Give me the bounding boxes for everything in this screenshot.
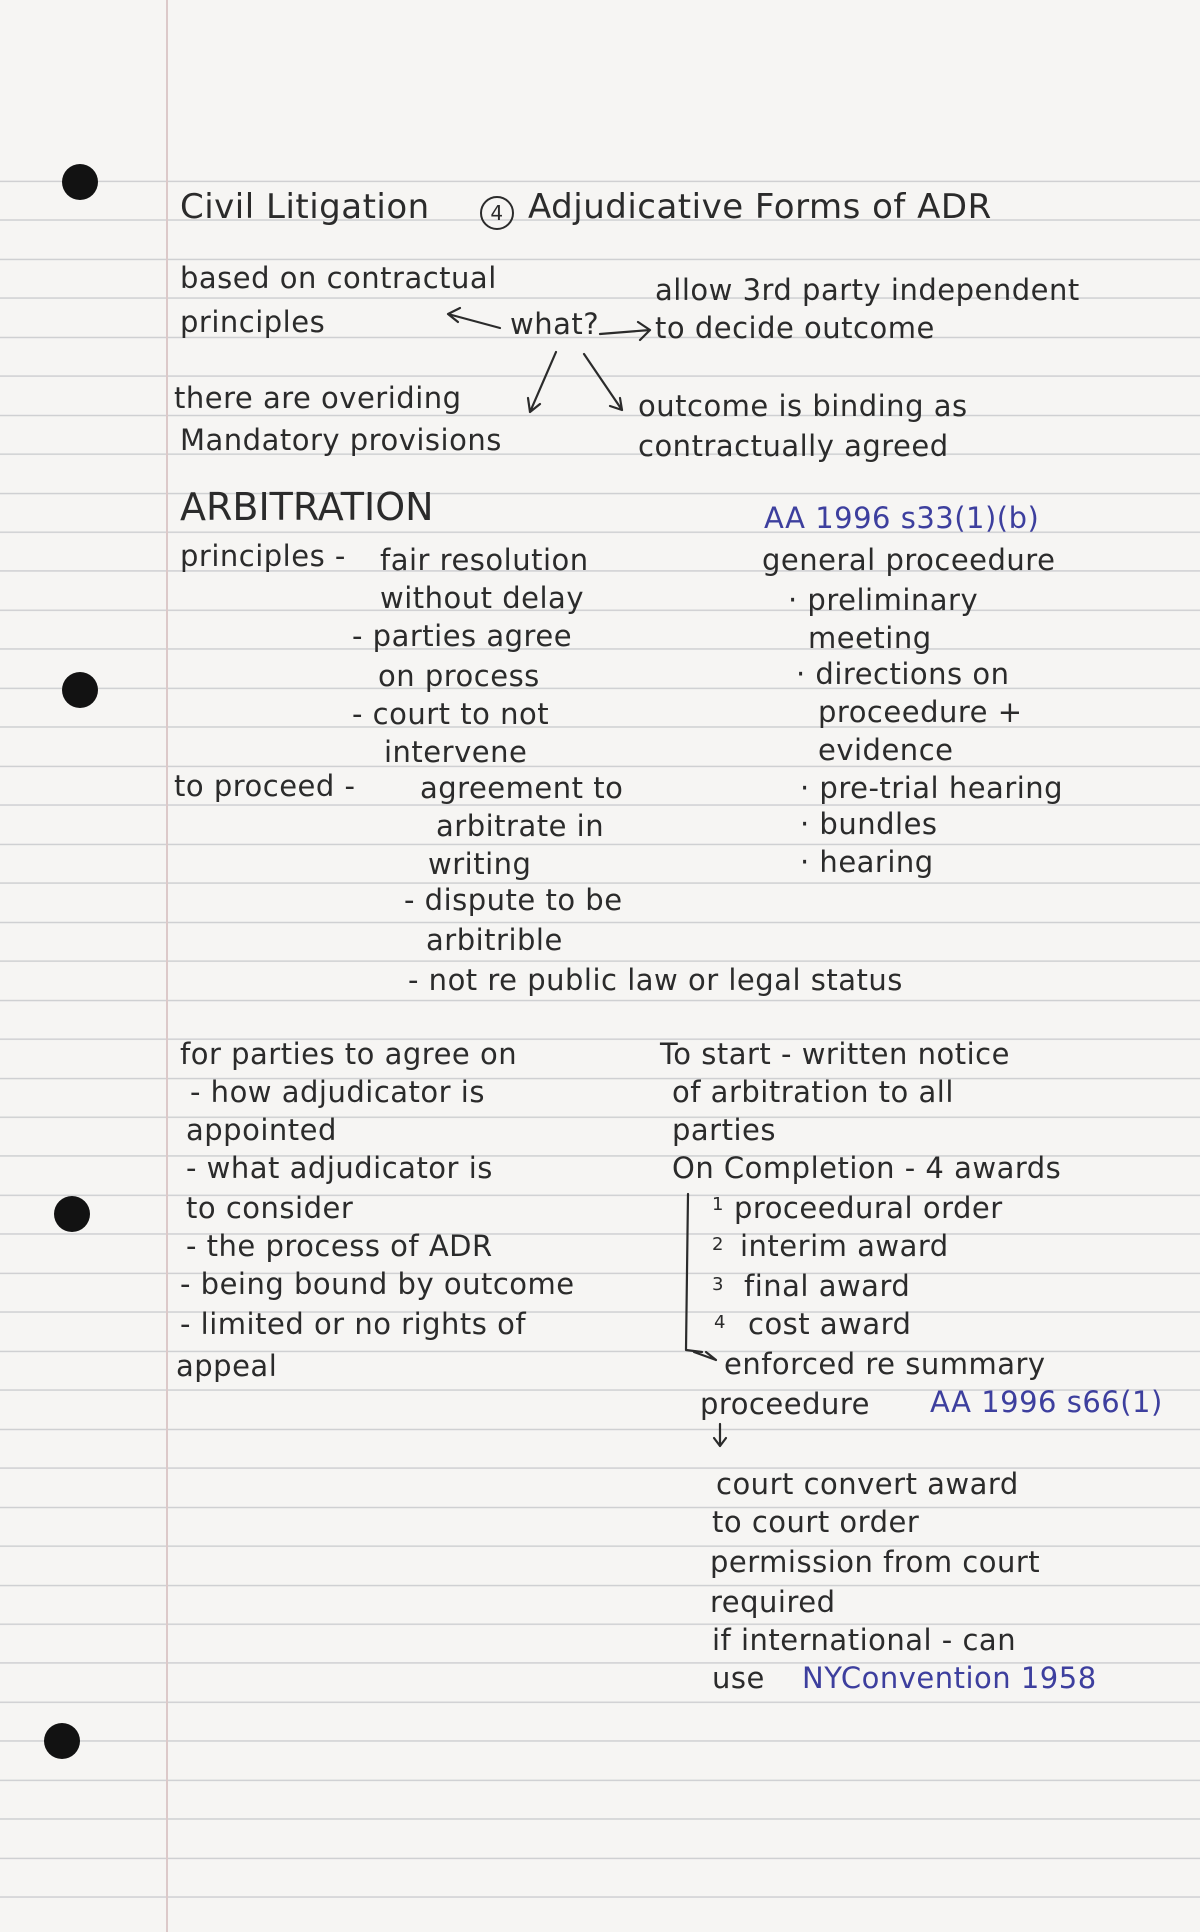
intro-bottom-right-line: contractually agreed	[638, 429, 949, 463]
agreement-item: appeal	[176, 1349, 278, 1383]
court-line: use	[712, 1661, 765, 1695]
proceed-line: agreement to	[420, 771, 624, 805]
principle-line: on process	[378, 659, 540, 693]
proceed-line: - dispute to be	[404, 883, 623, 917]
enforced-line: enforced re summary	[724, 1347, 1046, 1381]
start-line: To start - written notice	[660, 1037, 1010, 1071]
start-line: of arbitration to all	[672, 1075, 954, 1109]
intro-right-line: allow 3rd party independent	[655, 273, 1080, 307]
principles-label: principles -	[180, 539, 346, 573]
agreement-item: to consider	[186, 1191, 354, 1225]
principle-line: fair resolution	[380, 543, 589, 577]
procedure-step: proceedure +	[818, 695, 1023, 729]
intro-bottom-left-line: Mandatory provisions	[180, 423, 502, 457]
proceed-line: arbitrible	[426, 923, 563, 957]
agreement-item: - being bound by outcome	[180, 1267, 575, 1301]
proceed-label: to proceed -	[174, 769, 356, 803]
proceed-line: arbitrate in	[436, 809, 605, 843]
intro-bottom-right-line: outcome is binding as	[638, 389, 968, 423]
agreement-item: - what adjudicator is	[186, 1151, 493, 1185]
title-subject: Civil Litigation	[180, 187, 430, 227]
arbitration-heading: ARBITRATION	[180, 485, 434, 529]
intro-bottom-left-line: there are overiding	[174, 381, 462, 415]
arrow-to-enforced	[694, 1352, 716, 1360]
award-label: proceedural order	[734, 1191, 1003, 1225]
award-number: 4	[714, 1312, 726, 1333]
court-line: court convert award	[716, 1467, 1019, 1501]
intro-right-line: to decide outcome	[655, 311, 935, 345]
agreement-item: - how adjudicator is	[190, 1075, 485, 1109]
completion-line: On Completion - 4 awards	[672, 1151, 1062, 1185]
procedure-step: · pre-trial hearing	[800, 771, 1064, 805]
principle-line: without delay	[380, 581, 584, 615]
award-number: 1	[712, 1194, 724, 1215]
principle-line: intervene	[384, 735, 528, 769]
arrow-to-right-decide	[600, 322, 650, 340]
arrow-to-mandatory	[528, 352, 556, 412]
title-number-circle: 4	[480, 196, 514, 230]
award-number: 3	[712, 1274, 724, 1295]
arrow-to-court	[714, 1424, 726, 1446]
procedure-step: evidence	[818, 733, 954, 767]
intro-left-line: based on contractual	[180, 261, 497, 295]
court-line: required	[710, 1585, 836, 1619]
awards-bracket	[686, 1194, 702, 1352]
award-number: 2	[712, 1234, 724, 1255]
intro-question: what?	[510, 307, 600, 341]
agreement-item: appointed	[186, 1113, 337, 1147]
enforcement-statute: AA 1996 s66(1)	[930, 1385, 1163, 1419]
title-topic: Adjudicative Forms of ADR	[528, 187, 992, 227]
intro-left-line: principles	[180, 305, 326, 339]
proceed-line: writing	[428, 847, 532, 881]
procedure-step: · bundles	[800, 807, 938, 841]
procedure-step: · directions on	[796, 657, 1010, 691]
court-line: permission from court	[710, 1545, 1041, 1579]
award-label: cost award	[748, 1307, 912, 1341]
statute-reference: AA 1996 s33(1)(b)	[764, 501, 1040, 535]
proceed-line: - not re public law or legal status	[408, 963, 903, 997]
procedure-step: meeting	[808, 621, 932, 655]
procedure-step: · preliminary	[788, 583, 979, 617]
principle-line: - court to not	[352, 697, 550, 731]
principle-line: - parties agree	[352, 619, 573, 653]
convention-reference: NYConvention 1958	[802, 1661, 1097, 1695]
award-label: final award	[744, 1269, 911, 1303]
enforced-line: proceedure	[700, 1387, 870, 1421]
award-label: interim award	[740, 1229, 949, 1263]
start-line: parties	[672, 1113, 776, 1147]
court-line: if international - can	[712, 1623, 1017, 1657]
procedure-step: · hearing	[800, 845, 934, 879]
agreement-item: - the process of ADR	[186, 1229, 493, 1263]
arrow-to-binding	[584, 354, 622, 410]
agreement-item: - limited or no rights of	[180, 1307, 527, 1341]
arrow-to-left-principles	[448, 308, 500, 328]
procedure-label: general proceedure	[762, 543, 1056, 577]
court-line: to court order	[712, 1505, 920, 1539]
agreement-heading: for parties to agree on	[180, 1037, 518, 1071]
